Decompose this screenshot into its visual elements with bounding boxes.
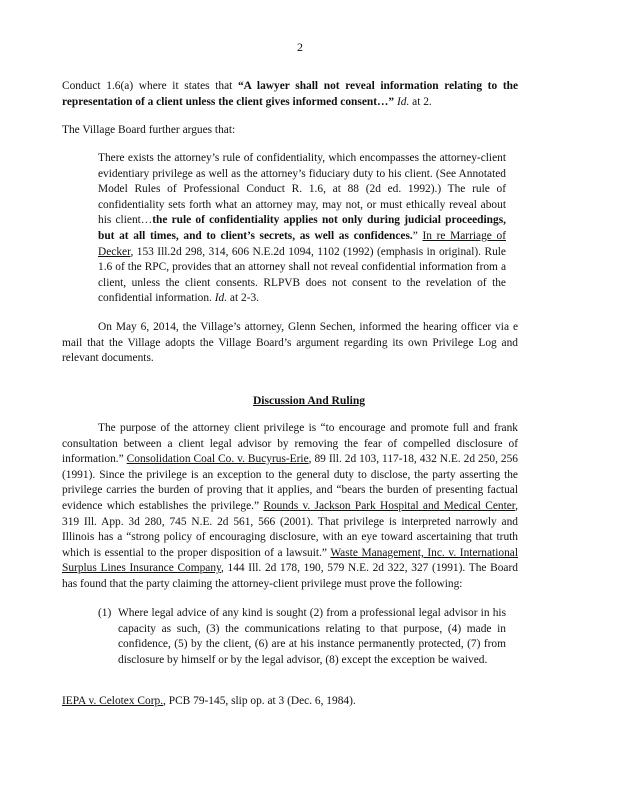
section-heading: Discussion And Ruling	[252, 394, 366, 407]
text: , 144 Ill. 2d 178, 190, 579 N.E. 2d 322, 327 (1991). The Board has found that the party claiming the attorney-client privilege must prove the following:	[62, 562, 518, 590]
text: , PCB 79-145, slip op. at 3 (Dec. 6, 1984).	[163, 695, 356, 707]
block-quote-confidentiality	[98, 151, 506, 307]
paragraph-village-board-argues: The Village Board further argues that:	[62, 124, 236, 136]
list-number: (1)	[98, 607, 112, 619]
paragraph-may-6: On May 6, 2014, the Village’s attorney, Glenn Sechen, informed the hearing officer via e mail that the Village adopts the Village Board’s argument regarding its own Privilege Log and relevant documents.	[62, 321, 518, 365]
paragraph-purpose-privilege	[62, 421, 518, 593]
case-name: Consolidation Coal Co. v. Bucyrus-Erie	[126, 453, 309, 466]
case-name: IEPA v. Celotex Corp.	[62, 695, 164, 707]
text: ”	[412, 229, 423, 242]
citation-id: Id.	[214, 292, 228, 305]
citation-id: Id.	[396, 95, 410, 108]
text: There exists the attorney’s rule of confidentiality, which encompasses the attorney-client evidentiary privilege as well as the attorney’s fiduciary duty to his client. (See Annotated Model Rules of Professional Conduct R. 1.6, at 88 (2d ed. 1992).) The rule of confidentiality sets forth what an attorney may, may not, or must ethically reveal about his client…	[98, 152, 506, 227]
text: The purpose of the attorney client privilege is “to encourage and promote full and frank consultation between a client legal advisor by removing the fear of compelled disclosure of information.”	[62, 422, 518, 466]
paragraph-rule-quote	[62, 79, 518, 110]
list-item-elements: Where legal advice of any kind is sought (2) from a professional legal advisor in his capacity as such, (3) the communications relating to that purpose, (4) made in confidence, (5) by the client, (6) are at his instance permanently protected, (7) from disclosure by himself or by the legal advisor, (8) except the exception be waived.	[118, 607, 506, 666]
page-number: 2	[297, 40, 303, 54]
final-citation	[62, 694, 518, 710]
text: at 2-3.	[227, 292, 260, 305]
text: , 89 Ill. 2d 103, 117-18, 432 N.E. 2d 250, 256 (1991). Since the privilege is an exception to the general duty to disclose, the party asserting the privilege carries the burden of proving that it applies, and “bears the burden of presenting factual evidence which establishes the privilege.”	[62, 453, 518, 512]
emphasized-text: the rule of confidentiality applies not only during judicial proceedings, but at all times, and to client’s secrets, as well as confidences.	[98, 214, 506, 242]
case-name: Waste Management, Inc. v. International Surplus Lines Insurance Company	[62, 546, 518, 575]
quoted-rule: “A lawyer shall not reveal information relating to the representation of a client unless the client gives informed consent…”	[62, 80, 519, 108]
text: at 2.	[409, 95, 432, 108]
text: Conduct 1.6(a) where it states that	[62, 80, 238, 92]
case-name: In re Marriage of Decker	[98, 229, 506, 258]
case-name: Rounds v. Jackson Park Hospital and Medical Center	[263, 499, 516, 512]
text: , 153 Ill.2d 298, 314, 606 N.E.2d 1094, 1102 (1992) (emphasis in original). Rule 1.6 of the RPC, provides that an attorney shall not reveal confidential information from a client, unless the client consents. RLPVB does not consent to the revelation of the confidential information.	[98, 245, 506, 305]
text: , 319 Ill. App. 3d 280, 745 N.E. 2d 561, 566 (2001). That privilege is interpreted narrowly and Illinois has a “strong policy of encouraging disclosure, with an eye toward ascertaining that truth which is essential to the proper disposition of a lawsuit.”	[62, 499, 518, 559]
